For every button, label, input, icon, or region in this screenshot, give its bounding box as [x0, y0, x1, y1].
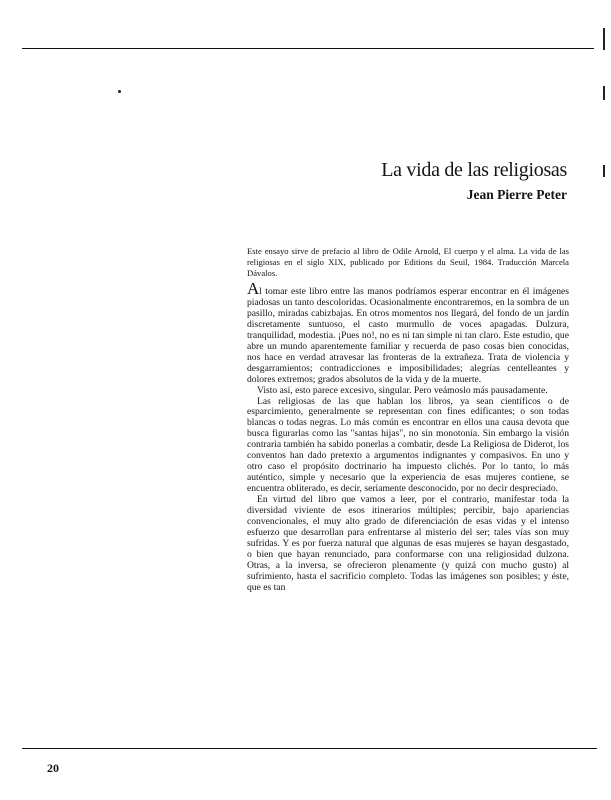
article-body — [247, 279, 569, 594]
body-paragraph: En virtud del libro que vamos a leer, por el contrario, manifestar toda la diversidad viviente de esos itinerarios múltiples; percibir, bajo apariencias convencionales, el muy alto grado de diferenciación de esas vidas y el intenso esfuerzo que desarrollan para enfrentarse al misterio del ser; tales vías son muy sufridas. Y es por fuerza natural que algunas de esas mujeres se hayan desgastado, o bien que hayan renunciado, para conformarse con una religiosidad dulzona. Otras, a la inversa, se ofrecieron plenamente (y quizá con mucho gusto) al sufrimiento, hasta el sacrificio completo. Todas las imágenes son posibles; y éste, que es tan — [247, 494, 569, 593]
edge-scan-mark — [603, 28, 605, 50]
article-author: Jean Pierre Peter — [466, 187, 567, 202]
page-number: 20 — [47, 761, 59, 775]
preface-note: Este ensayo sirve de prefacio al libro de Odile Arnold, El cuerpo y el alma. La vida de las religiosas en el siglo XIX, publicado por Editions du Seuil, 1984. Traducción Marcela Dávalos. — [247, 246, 569, 278]
body-paragraph: Las religiosas de las que hablan los libros, ya sean científicos o de esparcimiento, generalmente se representan con fines edificantes; o son todas blancas o todas negras. Lo más común es encontrar en ellos una causa devota que busca figurarlas como las "santas hijas", no sin monotonía. Sin embargo la visión contraria también ha sabido ponerlas a combatir, desde La Religiosa de Diderot, los conventos han dado pretexto a argumentos indignantes y compasivos. En uno y otro caso el propósito doctrinario ha impuesto clichés. Por lo tanto, lo más auténtico, simple y necesario que la experiencia de esas mujeres contiene, se encuentra obliterado, es decir, seriamente desconocido, por no decir despreciado. — [247, 395, 569, 495]
article-title: La vida de las religiosas — [381, 159, 567, 182]
top-rule — [22, 48, 594, 49]
bottom-rule — [22, 748, 597, 749]
edge-scan-mark — [603, 165, 605, 177]
edge-scan-mark — [603, 86, 605, 100]
scan-speck — [118, 90, 121, 93]
body-paragraph: Visto así, esto parece excesivo, singular. Pero veámoslo más pausadamente. — [257, 384, 548, 396]
body-paragraph: Al tomar este libro entre las manos podríamos esperar encontrar en él imágenes piadosas un tanto descoloridas. Ocasionalmente encontraremos, en la sombra de un pasillo, miradas cabizbajas. En otros momentos nos llegará, del fondo de un jardín discretamente suntuoso, el casto murmullo de voces apagadas. Dulzura, tranquilidad, modestia. ¡Pues no!, no es ni tan simple ni tan claro. Este estudio, que abre un mundo aparentemente familiar y recuerda de paso cosas bien conocidas, nos hace en verdad atravesar las fronteras de la extrañeza. Trata de violencia y desgarramientos; contradicciones e imposibilidades; alegrías centelleantes y dolores extremos; grados absolutos de la vida y de la muerte. — [247, 279, 569, 385]
